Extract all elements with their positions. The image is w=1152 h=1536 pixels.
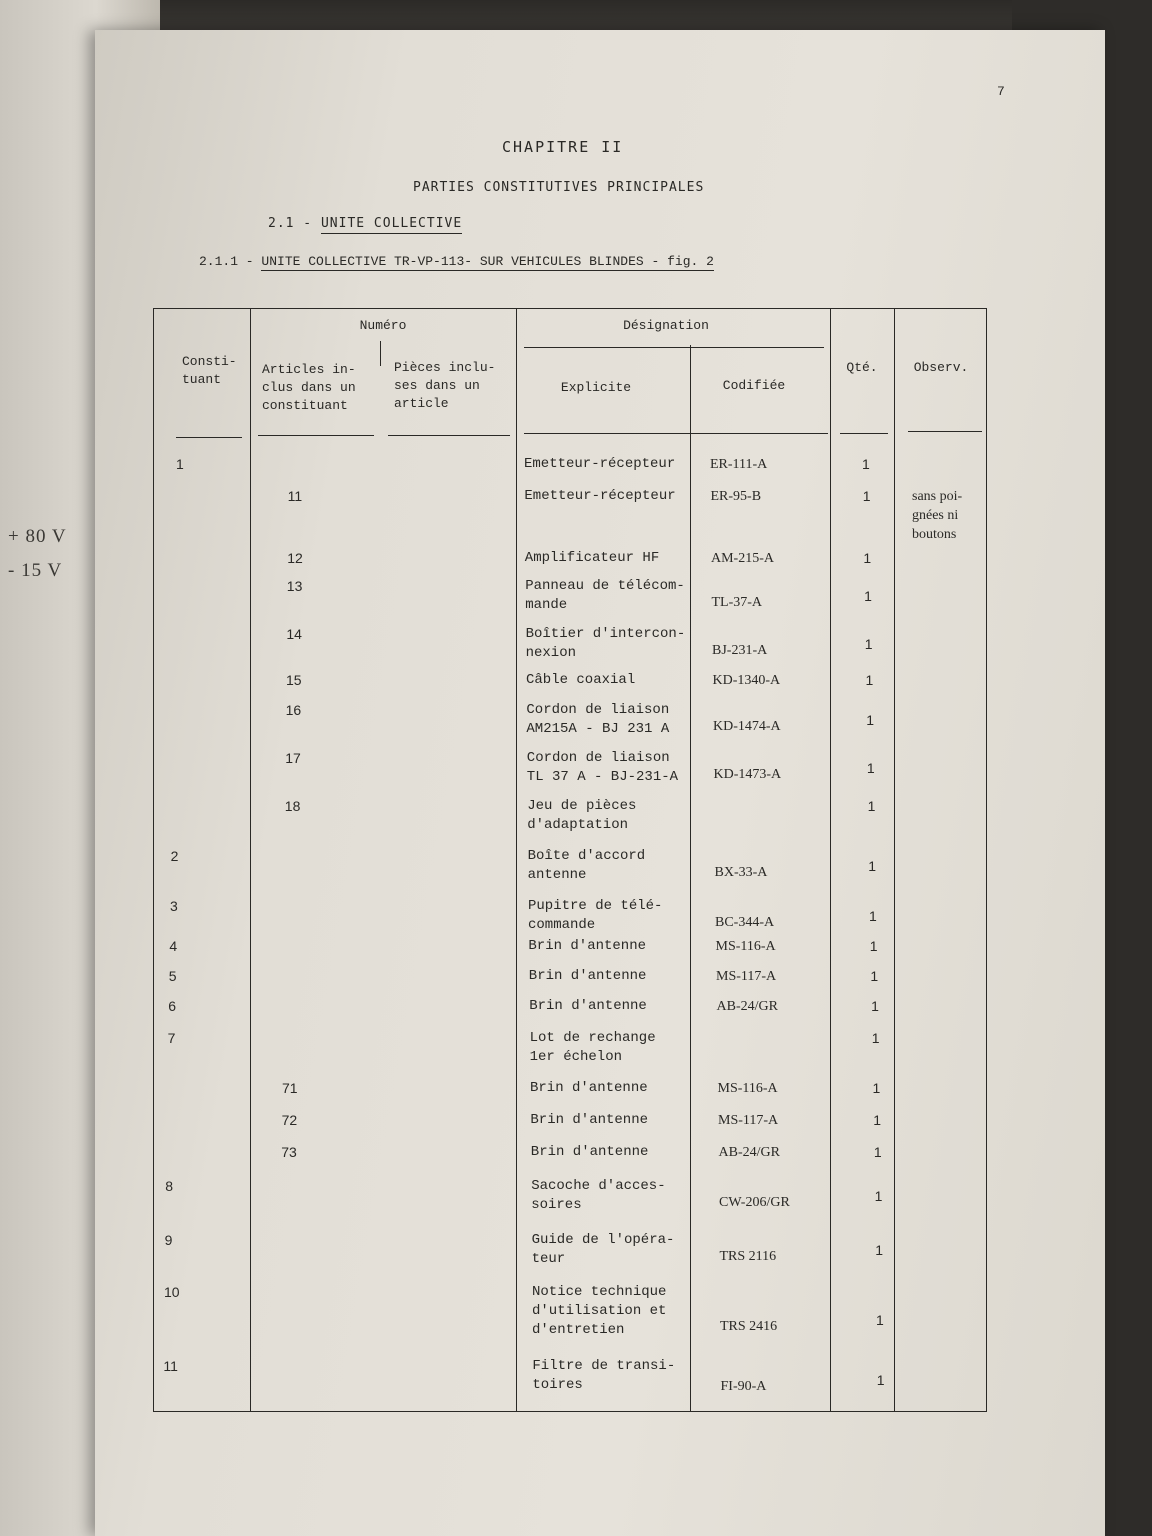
- document-page: [95, 30, 1105, 1536]
- margin-note: + 80 V: [8, 526, 67, 547]
- cell-quantity: 1: [862, 488, 871, 504]
- cell-code: MS-116-A: [717, 1081, 778, 1096]
- cell-designation: Guide de l'opéra- teur: [531, 1232, 675, 1267]
- cell-quantity: 1: [866, 712, 874, 728]
- cell-code: TL-37-A: [711, 595, 763, 610]
- cell-quantity: 1: [863, 550, 872, 566]
- cell-code: TRS 2116: [719, 1249, 777, 1264]
- column-divider: [894, 309, 895, 1411]
- cell-code: KD-1474-A: [713, 719, 781, 734]
- cell-code: AM-215-A: [711, 551, 774, 566]
- column-divider: [380, 341, 381, 366]
- cell-designation: Lot de rechange 1er échelon: [529, 1030, 656, 1065]
- cell-quantity: 1: [864, 588, 872, 604]
- cell-designation: Emetteur-récepteur: [524, 456, 676, 472]
- cell-constituant: 4: [169, 938, 178, 954]
- cell-designation: Brin d'antenne: [528, 938, 647, 954]
- cell-constituant: 9: [164, 1232, 173, 1248]
- cell-constituant: 5: [168, 968, 177, 984]
- cell-quantity: 1: [867, 798, 876, 814]
- subsubsection-title: [199, 254, 714, 269]
- cell-quantity: 1: [874, 1188, 883, 1204]
- cell-article: 73: [281, 1144, 297, 1160]
- cell-designation: Câble coaxial: [526, 672, 636, 688]
- column-divider: [516, 309, 517, 1411]
- cell-code: KD-1473-A: [713, 767, 782, 782]
- cell-constituant: 1: [176, 456, 184, 472]
- cell-designation: Panneau de télécom- mande: [525, 578, 685, 613]
- cell-code: ER-111-A: [710, 457, 768, 472]
- cell-designation: Notice technique d'utilisation et d'entretien: [532, 1284, 667, 1338]
- subsection-number: 2.1 -: [268, 216, 313, 231]
- cell-constituant: 3: [170, 898, 178, 914]
- cell-article: 18: [284, 798, 301, 814]
- cell-code: MS-117-A: [716, 969, 777, 984]
- cell-quantity: 1: [868, 858, 877, 874]
- cell-observation: sans poi- gnées ni boutons: [912, 489, 963, 542]
- cell-article: 13: [286, 578, 303, 594]
- section-title: PARTIES CONSTITUTIVES PRINCIPALES: [413, 180, 705, 195]
- cell-code: KD-1340-A: [712, 673, 781, 688]
- cell-code: CW-206/GR: [719, 1195, 790, 1210]
- cell-quantity: 1: [873, 1144, 882, 1160]
- column-divider: [250, 309, 251, 1411]
- cell-article: 16: [285, 702, 302, 718]
- header-rule: [388, 435, 510, 436]
- cell-article: 14: [286, 626, 302, 642]
- header-observ: Observ.: [913, 360, 969, 375]
- cell-quantity: 1: [869, 938, 878, 954]
- cell-code: FI-90-A: [720, 1379, 767, 1394]
- cell-code: AB-24/GR: [718, 1145, 780, 1160]
- cell-quantity: 1: [873, 1112, 881, 1128]
- cell-code: MS-116-A: [715, 939, 776, 954]
- cell-code: BJ-231-A: [712, 643, 768, 658]
- header-numero: Numéro: [359, 318, 407, 333]
- margin-note: - 15 V: [8, 560, 63, 581]
- subsection-text: UNITE COLLECTIVE: [321, 216, 462, 234]
- cell-article: 71: [282, 1080, 298, 1096]
- column-divider: [830, 309, 831, 1411]
- cell-code: AB-24/GR: [716, 999, 778, 1014]
- cell-designation: Sacoche d'acces- soires: [531, 1178, 666, 1213]
- column-divider: [690, 345, 691, 1411]
- subsubsection-number: 2.1.1 -: [199, 254, 254, 269]
- cell-designation: Brin d'antenne: [530, 1112, 649, 1128]
- cell-quantity: 1: [862, 456, 870, 472]
- cell-designation: Cordon de liaison AM215A - BJ 231 A: [526, 702, 670, 737]
- cell-quantity: 1: [876, 1372, 885, 1388]
- cell-quantity: 1: [865, 672, 874, 688]
- cell-constituant: 6: [168, 998, 176, 1014]
- cell-constituant: 11: [163, 1358, 178, 1374]
- cell-designation: Cordon de liaison TL 37 A - BJ-231-A: [526, 750, 679, 785]
- cell-designation: Pupitre de télé- commande: [528, 898, 663, 933]
- cell-designation: Brin d'antenne: [528, 968, 647, 984]
- header-explicite: Explicite: [560, 380, 632, 395]
- cell-quantity: 1: [872, 1080, 881, 1096]
- cell-article: 11: [287, 488, 303, 504]
- cell-quantity: 1: [875, 1242, 884, 1258]
- cell-designation: Boîtier d'intercon- nexion: [525, 626, 686, 661]
- header-rule: [524, 347, 824, 348]
- cell-quantity: 1: [871, 998, 879, 1014]
- cell-designation: Filtre de transi- toires: [532, 1358, 676, 1393]
- header-qte: Qté.: [846, 360, 878, 375]
- header-rule: [524, 433, 828, 434]
- header-rule: [258, 435, 374, 436]
- cell-quantity: 1: [871, 1030, 880, 1046]
- header-designation: Désignation: [623, 318, 709, 333]
- cell-designation: Brin d'antenne: [530, 1080, 648, 1096]
- cell-code: ER-95-B: [710, 489, 762, 504]
- cell-article: 15: [286, 672, 302, 688]
- cell-constituant: 7: [167, 1030, 176, 1046]
- cell-code: TRS 2416: [720, 1319, 778, 1334]
- cell-code: BX-33-A: [714, 865, 768, 880]
- header-rule: [176, 437, 242, 438]
- cell-article: 12: [287, 550, 303, 566]
- header-articles: Articles in- clus dans un constituant: [262, 362, 356, 413]
- header-rule: [840, 433, 888, 434]
- cell-designation: Boîte d'accord antenne: [527, 848, 646, 883]
- cell-designation: Brin d'antenne: [529, 998, 647, 1014]
- cell-designation: Emetteur-récepteur: [524, 488, 676, 504]
- cell-designation: Brin d'antenne: [530, 1144, 649, 1160]
- parts-table: [153, 308, 987, 1412]
- cell-quantity: 1: [864, 636, 873, 652]
- cell-quantity: 1: [869, 908, 877, 924]
- subsection-title: [268, 216, 462, 231]
- header-constituant: Consti- tuant: [182, 354, 237, 387]
- cell-code: BC-344-A: [715, 915, 775, 930]
- chapter-title: CHAPITRE II: [502, 138, 624, 156]
- cell-constituant: 2: [170, 848, 179, 864]
- cell-article: 17: [285, 750, 301, 766]
- cell-quantity: 1: [866, 760, 875, 776]
- header-pieces: Pièces inclu- ses dans un article: [394, 360, 496, 411]
- cell-constituant: 10: [164, 1284, 180, 1300]
- cell-article: 72: [281, 1112, 298, 1128]
- cell-constituant: 8: [165, 1178, 173, 1194]
- cell-designation: Amplificateur HF: [524, 550, 660, 566]
- header-codifiee: Codifiée: [722, 378, 786, 393]
- cell-quantity: 1: [870, 968, 879, 984]
- subsubsection-text: UNITE COLLECTIVE TR-VP-113- SUR VEHICULES BLINDES - fig. 2: [261, 254, 714, 269]
- cell-quantity: 1: [876, 1312, 884, 1328]
- cell-designation: Jeu de pièces d'adaptation: [527, 798, 637, 833]
- header-rule: [908, 431, 982, 432]
- cell-code: MS-117-A: [718, 1113, 779, 1128]
- page-number: 7: [997, 84, 1005, 99]
